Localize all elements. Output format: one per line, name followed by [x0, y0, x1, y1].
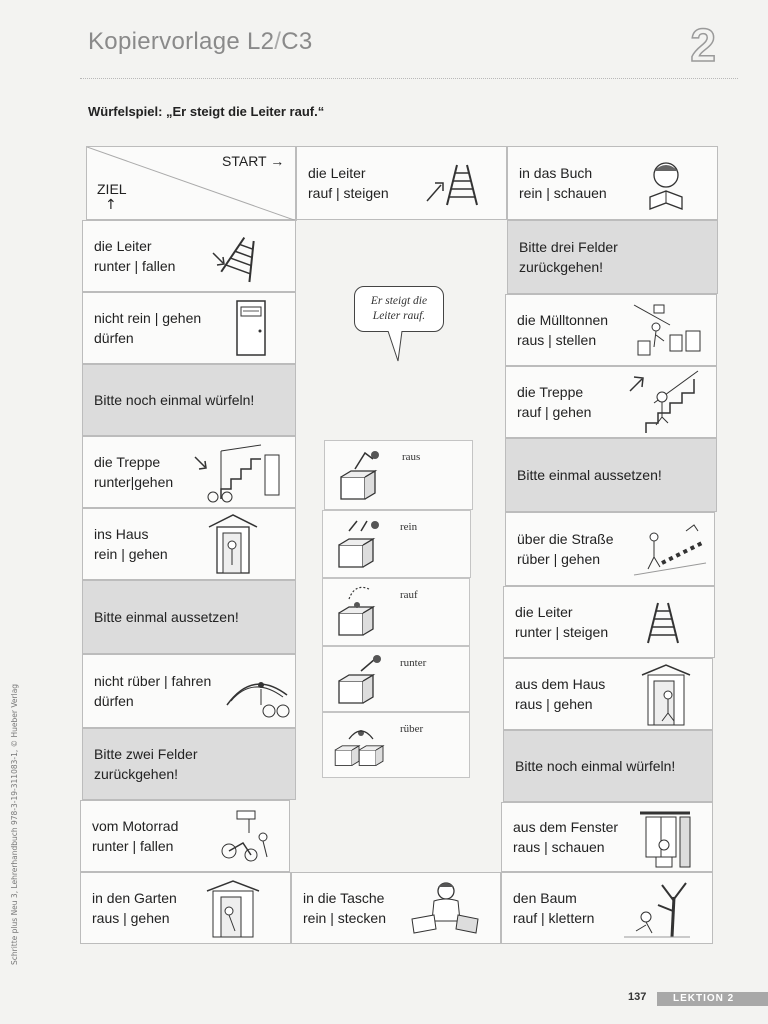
field-treppe-runtergehen [82, 436, 296, 508]
field-text-line2: runter | steigen [515, 624, 609, 640]
field-text-line2: rein | stecken [303, 910, 387, 926]
trash-bins-icon [630, 301, 706, 361]
garden-door-icon [203, 877, 263, 941]
verb-box-raus [324, 440, 473, 510]
field-text-line1: Bitte zwei Felder [94, 746, 198, 762]
reading-child-icon [636, 157, 696, 213]
field-text-line2: raus | stellen [517, 332, 597, 348]
verb-label: rein [400, 521, 418, 533]
field-nicht-reingehen [82, 292, 296, 364]
door-exit-icon [638, 663, 694, 727]
bridge-bike-icon [223, 665, 291, 723]
field-text-line2: runter | fallen [92, 838, 174, 854]
start-label: START → [222, 153, 285, 169]
field-text-line1: Bitte drei Felder [519, 239, 618, 255]
ladder-fall-icon [209, 233, 269, 283]
field-text-line1: in den Garten [92, 890, 177, 906]
field-text-line2: rauf | klettern [513, 910, 595, 926]
field-text-line1: über die Straße [517, 531, 614, 547]
field-text-line1: den Baum [513, 890, 577, 906]
field-text-line1: ins Haus [94, 526, 149, 542]
field-einmal-aussetzen-right [505, 438, 717, 512]
verb-label: raus [402, 451, 421, 463]
field-zwei-felder-zurueck [82, 728, 296, 800]
field-text-line2: raus | gehen [92, 910, 170, 926]
field-muelltonnen [505, 294, 717, 366]
field-text-line2: dürfen [94, 330, 134, 346]
field-noch-einmal-wuerfeln-right [503, 730, 713, 802]
box-out-icon [333, 447, 397, 509]
field-ueber-die-strasse [505, 512, 715, 586]
field-text-line1: Bitte noch einmal würfeln! [515, 758, 676, 774]
field-text-line2: runter|gehen [94, 474, 174, 490]
field-text-line2: raus | schauen [513, 839, 605, 855]
worksheet-subtitle: Würfelspiel: „Er steigt die Leiter rauf.“ [88, 104, 325, 119]
motorbike-fall-icon [215, 807, 279, 867]
box-up-icon [331, 585, 395, 647]
field-text-line2: dürfen [94, 693, 134, 709]
ziel-label: ZIEL [97, 181, 127, 197]
field-text-line1: die Leiter [308, 165, 366, 181]
stairs-up-icon [626, 369, 706, 437]
copyright-sidebar: Schritte plus Neu 3, Lehrerhandbuch 978-3-19-311083-1, © Hueber Verlag [10, 683, 19, 965]
field-in-das-buch [507, 146, 718, 220]
field-text-line2: rein | schauen [519, 185, 607, 201]
page-number: 137 [628, 991, 647, 1003]
field-nicht-rueberfahren [82, 654, 296, 728]
field-text-line1: in das Buch [519, 165, 593, 181]
field-treppe-raufgehen [505, 366, 717, 438]
field-text-line1: aus dem Fenster [513, 819, 619, 835]
header-divider [80, 78, 738, 79]
bubble-line2: Leiter rauf. [372, 310, 426, 322]
field-text-line1: nicht rein | gehen [94, 310, 202, 326]
verb-box-runter [322, 646, 470, 712]
page-title [88, 28, 313, 56]
field-in-den-garten [80, 872, 291, 944]
window-icon [638, 807, 694, 869]
field-text-line2: zurückgehen! [94, 766, 179, 782]
speech-bubble-tail [386, 331, 406, 363]
title-separator: / [274, 28, 282, 55]
field-text-line1: vom Motorrad [92, 818, 179, 834]
field-text-line1: nicht rüber | fahren [94, 673, 212, 689]
field-text-line2: rauf | steigen [308, 185, 389, 201]
bubble-line1: Er steigt die [370, 295, 428, 307]
verb-box-rueber [322, 712, 470, 778]
box-in-icon [331, 517, 395, 579]
field-text-line1: die Leiter [94, 238, 152, 254]
tree-icon [622, 877, 692, 941]
chapter-number: 2 [690, 19, 716, 71]
box-over-icon [331, 719, 395, 781]
field-text-line2: zurückgehen! [519, 259, 604, 275]
field-text-line2: rüber | gehen [517, 551, 601, 567]
field-text-line2: runter | fallen [94, 258, 176, 274]
field-text-line1: aus dem Haus [515, 676, 606, 692]
title-text: Kopiervorlage L2 [88, 28, 275, 55]
stairs-down-icon [191, 441, 287, 505]
field-text-line1: Bitte einmal aussetzen! [517, 467, 662, 483]
field-drei-felder-zurueck [507, 220, 718, 294]
verb-label: rüber [400, 723, 424, 735]
field-text-line2: rein | gehen [94, 546, 168, 562]
field-aus-dem-haus [503, 658, 713, 730]
person-bag-icon [406, 879, 486, 939]
field-leiter-runterfallen [82, 220, 296, 292]
field-text-line1: die Mülltonnen [517, 312, 609, 328]
field-text-line1: Bitte einmal aussetzen! [94, 609, 239, 625]
door-sign-icon [233, 299, 273, 359]
speech-bubble [354, 286, 444, 332]
field-text-line1: in die Tasche [303, 890, 385, 906]
ladder-icon [644, 599, 684, 649]
field-text-line1: die Treppe [517, 384, 584, 400]
field-text-line2: raus | gehen [515, 696, 593, 712]
ladder-up-icon [425, 161, 485, 211]
corner-start-ziel [86, 146, 296, 220]
verb-box-rauf [322, 578, 470, 646]
title-code: C3 [281, 28, 313, 55]
door-enter-icon [203, 513, 263, 577]
field-in-die-tasche [291, 872, 501, 944]
crosswalk-icon [632, 523, 708, 581]
field-den-baum [501, 872, 713, 944]
field-text-line1: Bitte noch einmal würfeln! [94, 392, 255, 408]
ziel-arrow-icon: ↑ [105, 197, 117, 213]
field-aus-dem-fenster [501, 802, 713, 872]
field-einmal-aussetzen-left [82, 580, 296, 654]
field-noch-einmal-wuerfeln-left [82, 364, 296, 436]
field-text-line1: die Treppe [94, 454, 161, 470]
field-text-line1: die Leiter [515, 604, 573, 620]
field-text-line2: rauf | gehen [517, 404, 592, 420]
field-ins-haus [82, 508, 296, 580]
verb-label: runter [400, 657, 427, 669]
verb-box-rein [322, 510, 471, 578]
box-down-icon [331, 653, 395, 715]
field-die-leiter-raufsteigen [296, 146, 507, 220]
field-leiter-runtersteigen [503, 586, 715, 658]
field-vom-motorrad [80, 800, 290, 872]
lesson-tag: LEKTION 2 [657, 992, 768, 1006]
verb-label: rauf [400, 589, 418, 601]
